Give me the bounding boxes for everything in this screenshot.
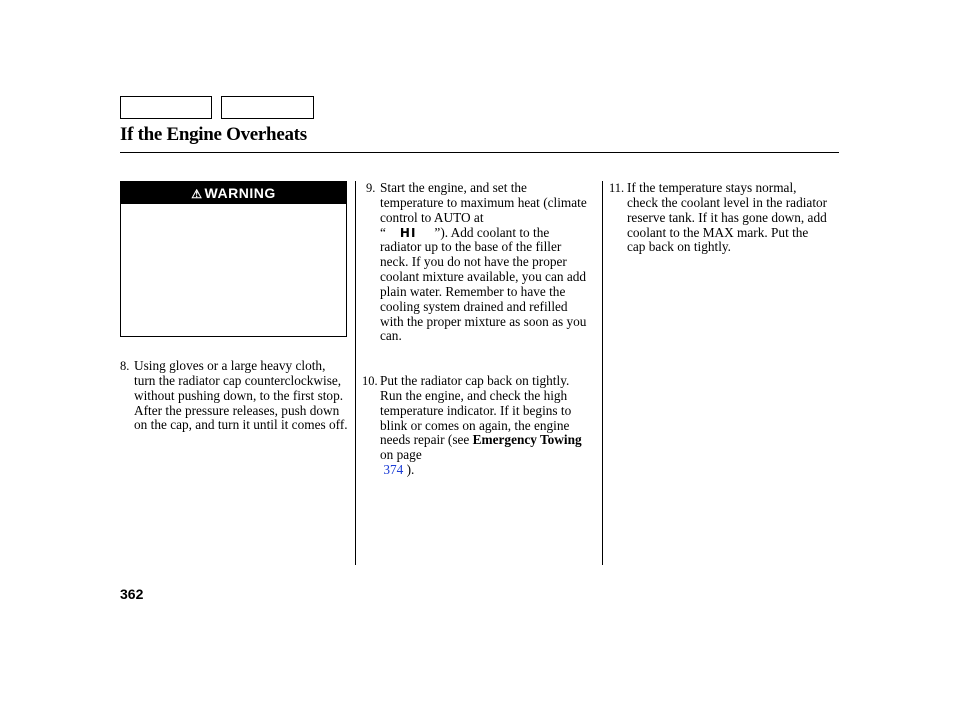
page-title: If the Engine Overheats <box>120 124 307 145</box>
warning-box <box>120 181 347 337</box>
hi-temperature-icon: HI <box>399 225 417 240</box>
step-8-text: Using gloves or a large heavy cloth, turn the radiator cap counterclockwise, without pushing down, to the first stop. After the pressure releases, push down on the cap, and turn it until it comes off. <box>134 358 348 433</box>
column-divider-1 <box>355 181 356 565</box>
page-374-link[interactable]: 374 <box>383 462 404 478</box>
step-9-quote-open: “ <box>380 224 386 240</box>
warning-triangle-icon: ⚠ <box>191 187 203 201</box>
step-9-text <box>380 181 590 344</box>
step-11-text: If the temperature stays normal, check the coolant level in the radiator reserve tank. If it has gone down, add coolant to the MAX mark. Put the cap back on tightly. <box>627 180 828 255</box>
warning-header <box>121 182 346 204</box>
warning-label: WARNING <box>204 185 276 201</box>
step-9 <box>366 181 590 344</box>
nav-tab-left[interactable] <box>120 96 212 119</box>
page-number: 362 <box>120 586 144 602</box>
emergency-towing-ref: Emergency Towing <box>472 432 582 448</box>
step-8 <box>120 359 348 433</box>
step-10-number: 10. <box>362 374 378 388</box>
step-11 <box>609 181 829 255</box>
step-8-number: 8. <box>120 359 130 373</box>
step-10-text-a: Put the radiator cap back on tightly. Run the engine, and check the high temperature indicator. If it begins to blink or comes on again, the engine needs repair (see <box>380 373 572 448</box>
step-9-text-a: Start the engine, and set the temperature to maximum heat (climate control to AUTO at <box>380 180 587 225</box>
step-10-text <box>380 374 590 478</box>
title-divider <box>120 152 839 153</box>
step-10-text-c: ). <box>406 462 415 478</box>
nav-tab-right[interactable] <box>221 96 314 119</box>
step-10-text-b: on page <box>380 447 422 463</box>
step-10 <box>362 374 590 478</box>
step-9-number: 9. <box>366 181 376 195</box>
step-11-number: 11. <box>609 181 625 195</box>
column-divider-2 <box>602 181 603 565</box>
step-9-text-b: ”). Add coolant to the radiator up to the base of the filler neck. If you do not have the proper coolant mixture available, you can add plain water. Remember to have the cooling system drained and refilled with the proper mixture as soon as you can. <box>380 224 587 344</box>
